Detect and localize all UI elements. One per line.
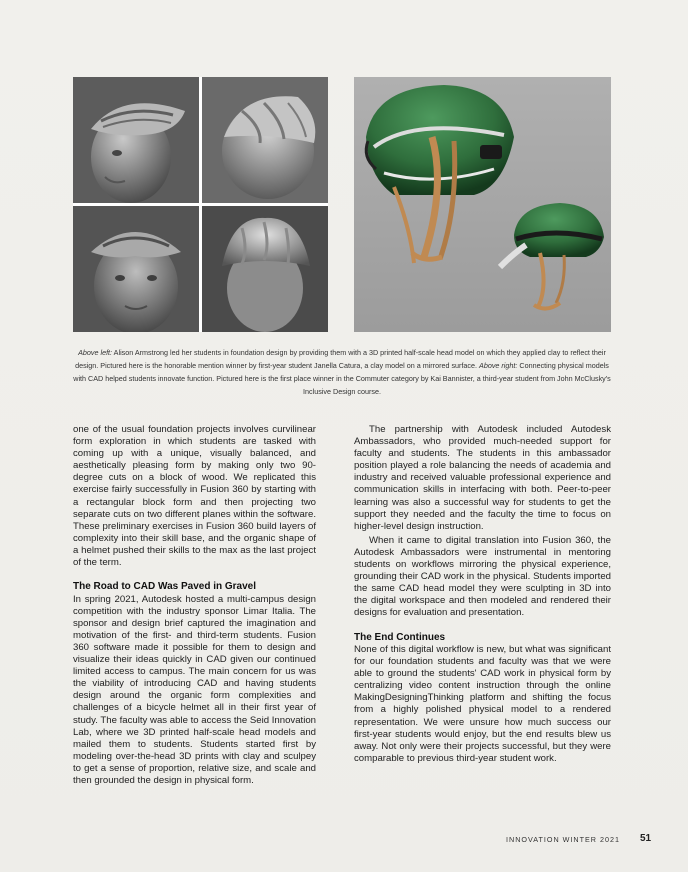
paragraph-digital-translation: When it came to digital translation into Fusion 360, the Autodesk Ambassadors were instrumental in mentoring students on workflows mirroring the physical experience, grounding their CAD work in the physical. Students imported the same CAD head model they were sculpting in 3D into the digital workspace and then modeled and rendered their designs for evaluation and presentation.	[354, 534, 611, 619]
heading-end-continues: The End Continues	[354, 631, 446, 643]
caption-lead-right: Above right:	[479, 361, 518, 370]
paragraph-foundation-projects: one of the usual foundation projects involves curvilinear form exploration in which students are tasked with coming up with a unique, visually balanced, and aesthetically pleasing form by making only two 90-degree cuts on a block of wood. We replicated this exercise fairly successfully in Fusion 360 by starting with a rectangular block form and then projecting two separate cuts on two different planes within the software. These preliminary exercises in Fusion 360 build layers of complexity into their skill base, and the organic shape of a helmet pushed their skills to the max as the last project of the term.	[73, 424, 316, 569]
clay-head-image-icon	[202, 77, 328, 203]
paragraph-autodesk-partnership: The partnership with Autodesk included Autodesk Ambassadors, who provided much-needed support for faculty and students. The students in this ambassador position played a role balancing the needs of academia and industry and received valuable professional experience and communication skills in interfacing with both. Peer-to-peer learning was also a successful way for students to get the support they needed and the faculty the time to focus on higher-level design instruction.	[354, 424, 611, 532]
clay-head-image-icon	[202, 206, 328, 332]
clay-head-photo-grid	[73, 77, 328, 332]
caption-text-right: Connecting physical models with CAD helped students innovate function. Pictured here is the first place winner in the Commuter category by Kai Bannister, a third-year student from John McClusky's Inclusive Design course.	[73, 361, 611, 396]
photo-caption	[73, 346, 611, 398]
green-helmet-icon	[354, 77, 611, 332]
heading-road-to-cad: The Road to CAD Was Paved in Gravel	[73, 581, 257, 593]
clay-head-photo-4	[202, 206, 328, 332]
paragraph-spring-2021: In spring 2021, Autodesk hosted a multi-campus design competition with the industry sponsor Limar Italia. The sponsor and design brief captured the imagination and motivation of the first- and third-term students. Fusion 360 software made it possible for them to design and visualize their ideas quickly in CAD given our continued limited access to campus. The main concern for us was the viability of introducing CAD and having students design around the organic form complexities and challenges of a bicycle helmet all in their first year of study. The faculty was able to access the Seid Innovation Lab, where we 3D printed half-scale head models and mailed them to students. Students started first by modeling over-the-head 3D prints with clay and sculpey to get a sense of proportion, relative size, and scale and then grounded the design in physical form.	[73, 593, 316, 787]
body-column-right	[354, 424, 611, 765]
paragraph-digital-workflow: None of this digital workflow is new, but what was significant for our foundation students and faculty was that we were able to ground the students' CAD work in physical form by centralizing video content instruction through the online MakingDesigningThinking platform and shifting the focus from a highly polished physical model to a rendered representation. We were unsure how much success our first-year students would enjoy, but the end results blew us away. Not only were their projects successful, but they were comparable to previous third-year student work.	[354, 644, 611, 764]
caption-text-left: Alison Armstrong led her students in foundation design by providing them with a 3D printed half-scale head model on which they applied clay to reflect their design. Pictured here is the honorable mention winner by first-year student Janella Catura, a clay model on a mirrored surface.	[75, 348, 606, 370]
body-column-left	[73, 424, 316, 787]
clay-head-photo-3	[73, 206, 199, 332]
running-footer: INNOVATION WINTER 2021	[506, 835, 620, 844]
clay-head-photo-1	[73, 77, 199, 203]
caption-lead-left: Above left:	[78, 348, 113, 357]
clay-head-photo-2	[202, 77, 328, 203]
clay-head-image-icon	[73, 206, 199, 332]
clay-head-image-icon	[73, 77, 199, 203]
page-number: 51	[640, 833, 652, 844]
helmet-render-photo	[354, 77, 611, 332]
